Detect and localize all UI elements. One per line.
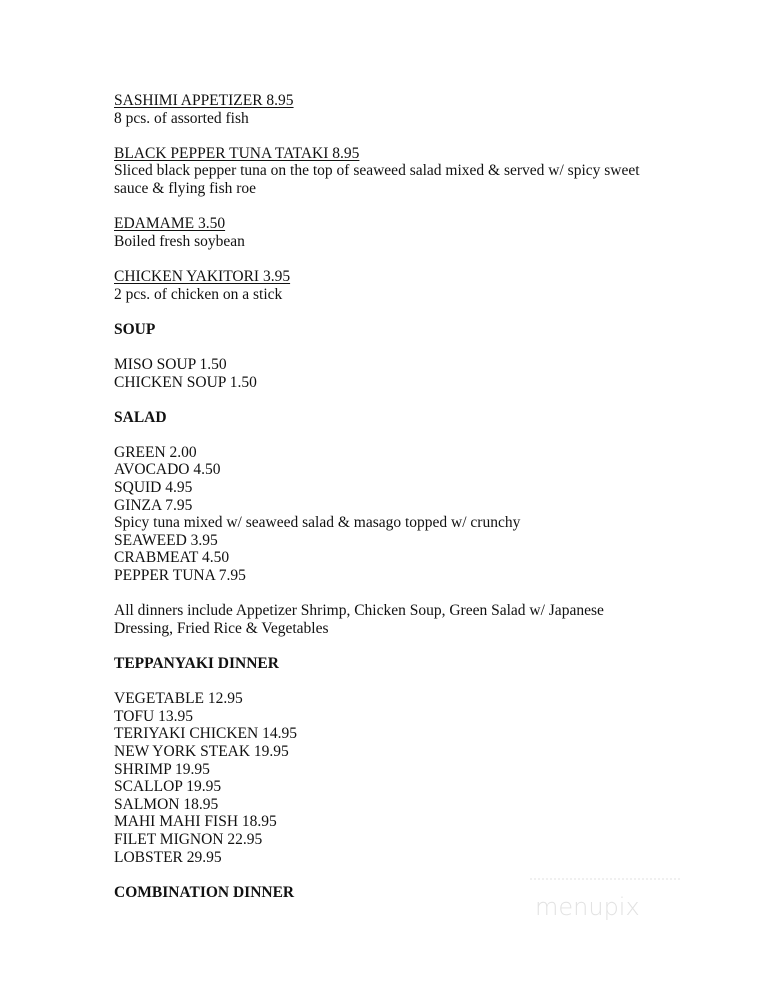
list-item: CRABMEAT 4.50 bbox=[114, 549, 230, 567]
section-heading-teppanyaki: TEPPANYAKI DINNER bbox=[114, 655, 279, 672]
item-description: 8 pcs. of assorted fish bbox=[114, 109, 249, 127]
list-item: SHRIMP 19.95 bbox=[114, 760, 210, 778]
item-description: sauce & flying fish roe bbox=[114, 179, 257, 197]
item-title: SASHIMI APPETIZER 8.95 bbox=[114, 92, 294, 109]
list-item: AVOCADO 4.50 bbox=[114, 461, 221, 479]
list-item: TERIYAKI CHICKEN 14.95 bbox=[114, 725, 297, 743]
list-item: SEAWEED 3.95 bbox=[114, 531, 218, 549]
item-title: EDAMAME 3.50 bbox=[114, 215, 226, 233]
dinner-note: All dinners include Appetizer Shrimp, Chicken Soup, Green Salad w/ Japanese bbox=[114, 602, 604, 620]
list-item: TOFU 13.95 bbox=[114, 707, 193, 725]
dinner-note: Dressing, Fried Rice & Vegetables bbox=[114, 619, 329, 637]
list-item: SALMON 18.95 bbox=[114, 795, 219, 813]
item-title: BLACK PEPPER TUNA TATAKI 8.95 bbox=[114, 144, 360, 162]
watermark-dots bbox=[530, 878, 680, 888]
list-item: SQUID 4.95 bbox=[114, 479, 193, 497]
list-item: MAHI MAHI FISH 18.95 bbox=[114, 813, 277, 831]
list-item: FILET MIGNON 22.95 bbox=[114, 830, 263, 848]
watermark-logo: menupix bbox=[535, 893, 640, 921]
section-heading-soup: SOUP bbox=[114, 320, 156, 338]
list-item: NEW YORK STEAK 19.95 bbox=[114, 742, 289, 760]
list-item: PEPPER TUNA 7.95 bbox=[114, 567, 246, 585]
list-item: SCALLOP 19.95 bbox=[114, 778, 222, 796]
list-item: GINZA 7.95 bbox=[114, 496, 193, 514]
section-heading-salad: SALAD bbox=[114, 408, 167, 426]
list-item: CHICKEN SOUP 1.50 bbox=[114, 373, 257, 391]
list-item: Spicy tuna mixed w/ seaweed salad & masago topped w/ crunchy bbox=[114, 514, 521, 532]
list-item: LOBSTER 29.95 bbox=[114, 848, 222, 866]
item-description: Sliced black pepper tuna on the top of seaweed salad mixed & served w/ spicy sweet bbox=[114, 162, 640, 180]
list-item: GREEN 2.00 bbox=[114, 443, 197, 461]
section-heading-combination: COMBINATION DINNER bbox=[114, 883, 295, 901]
list-item: MISO SOUP 1.50 bbox=[114, 355, 227, 373]
item-description: Boiled fresh soybean bbox=[114, 232, 245, 250]
menu-page bbox=[114, 92, 734, 901]
item-title: CHICKEN YAKITORI 3.95 bbox=[114, 267, 291, 285]
list-item: VEGETABLE 12.95 bbox=[114, 690, 243, 708]
item-description: 2 pcs. of chicken on a stick bbox=[114, 285, 283, 303]
